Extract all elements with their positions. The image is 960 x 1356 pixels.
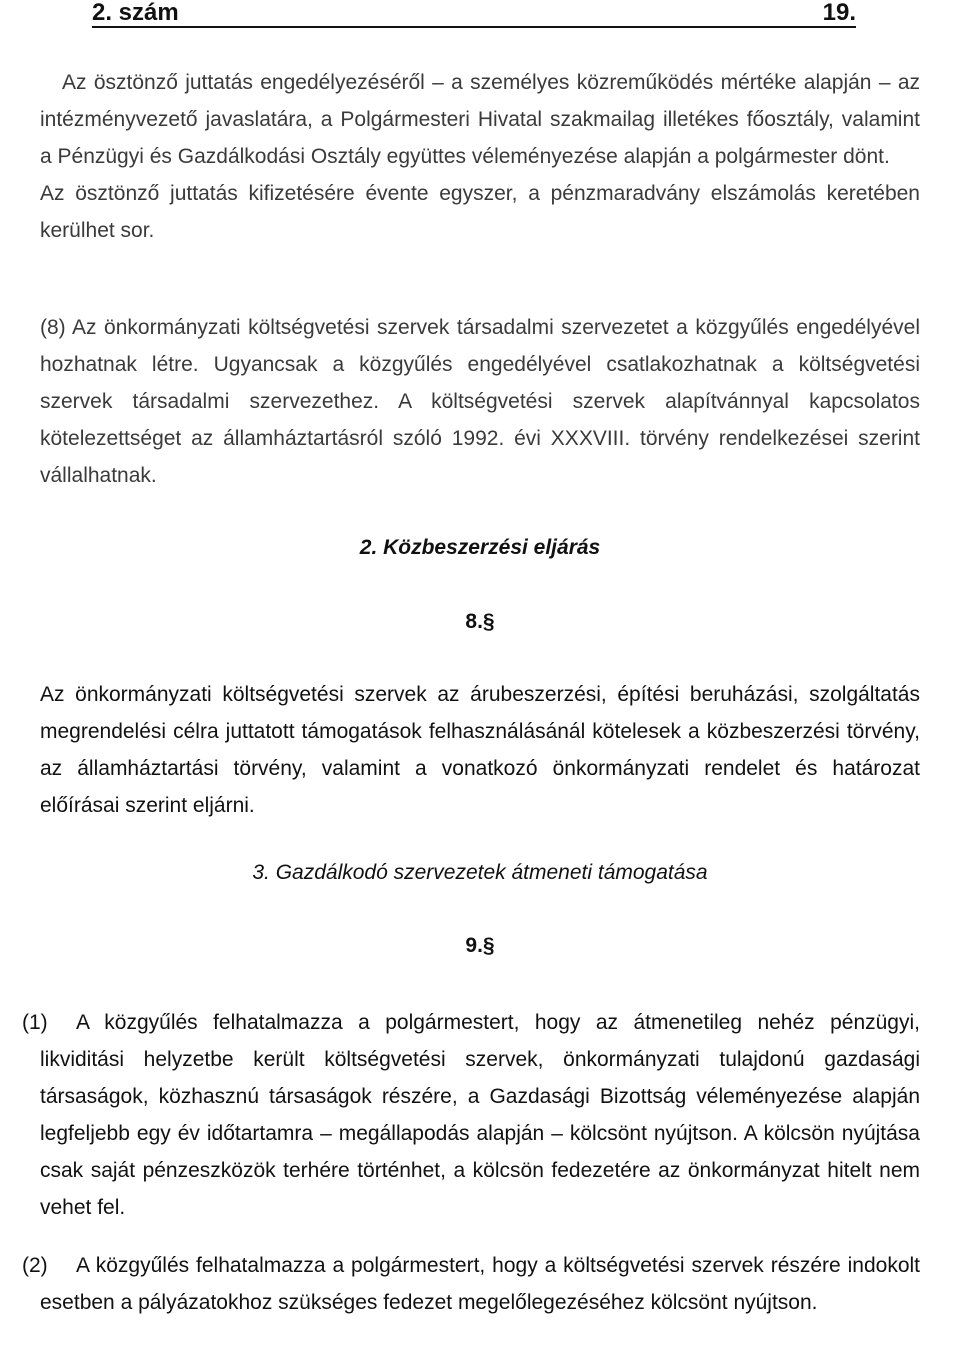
incentive-decision-paragraph: Az ösztönző juttatás engedélyezéséről – a személyes közreműködés mértéke alapján – az intézményvezető javaslatára, a Polgármesteri Hivatal szakmailag illetékes főosztály, valamint a Pénzügyi és Gazdálkodási Osztály együttes véleményezése alapján a polgármester dönt. <box>40 71 920 168</box>
section-prev-paragraph-8 <box>40 309 920 494</box>
section-3-heading: 3. Gazdálkodó szervezetek átmeneti támogatása <box>252 861 708 884</box>
incentive-payment-paragraph: Az ösztönző juttatás kifizetésére évente egyszer, a pénzmaradvány elszámolás keretében kerülhet sor. <box>40 182 920 242</box>
page-number: 19. <box>822 0 856 26</box>
section-3-paragraph-mark: 9.§ <box>465 934 495 957</box>
section-prev-intro <box>40 64 920 249</box>
social-organization-paragraph: (8) Az önkormányzati költségvetési szervek társadalmi szervezetet a közgyűlés engedélyével hozhatnak létre. Ugyancsak a közgyűlés engedélyével csatlakozhatnak a költségvetési szervek társadalmi szervezethez. A költségvetési szervek alapítvánnyal kapcsolatos kötelezettséget az államháztartásról szóló 1992. évi XXXVIII. törvény rendelkezései szerint vállalhatnak. <box>40 316 920 487</box>
page-header <box>92 0 856 28</box>
item-number: (2) <box>22 1254 48 1277</box>
item-number: (1) <box>22 1011 48 1034</box>
section-3-item-2 <box>22 1247 920 1321</box>
issue-number: 2. szám <box>92 0 179 26</box>
section-3-item-1 <box>22 1004 920 1226</box>
item-text: A közgyűlés felhatalmazza a polgármestert, hogy az átmenetileg nehéz pénzügyi, likviditási helyzetbe került költségvetési szervek, önkormányzati tulajdonú gazdasági társaságok, közhasznú társaságok részére, a Gazdasági Bizottság véleményezése alapján legfeljebb egy év időtartamra – megállapodás alapján – kölcsönt nyújtson. A kölcsön nyújtása csak saját pénzeszközök terhére történhet, a kölcsön fedezetére az önkormányzat hitelt nem vehet fel. <box>40 1011 920 1219</box>
section-2-paragraph-mark: 8.§ <box>465 610 495 633</box>
section-2-body <box>40 676 920 824</box>
item-text: A közgyűlés felhatalmazza a polgármestert, hogy a költségvetési szervek részére indokolt esetben a pályázatokhoz szükséges fedezet megelőlegezéséhez kölcsönt nyújtson. <box>40 1254 920 1314</box>
procurement-paragraph: Az önkormányzati költségvetési szervek az árubeszerzési, építési beruházási, szolgáltatás megrendelési célra juttatott támogatások felhasználásánál kötelesek a közbeszerzési törvény, az államháztartási törvény, valamint a vonatkozó önkormányzati rendelet és határozat előírásai szerint eljárni. <box>40 683 920 817</box>
section-2-heading: 2. Közbeszerzési eljárás <box>359 536 601 559</box>
